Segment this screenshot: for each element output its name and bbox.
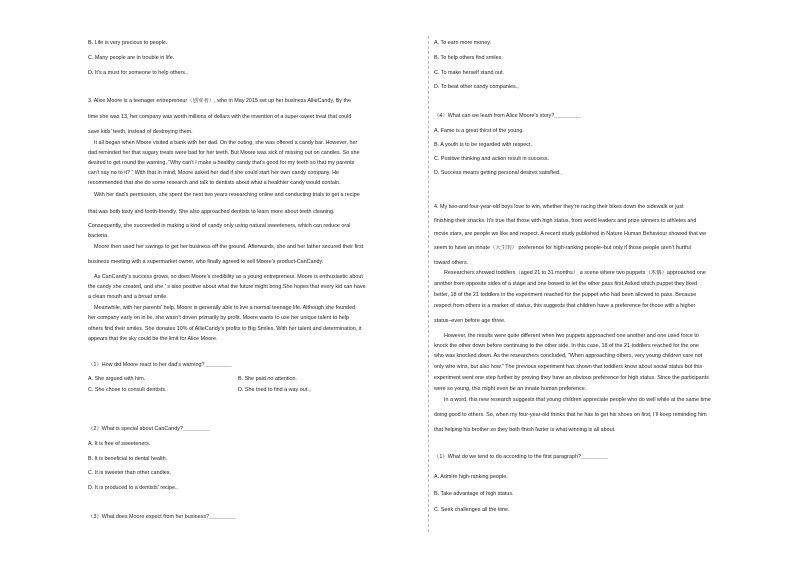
- option-c: C. It is sweeter than other candies.: [88, 470, 171, 476]
- column-divider: [428, 36, 429, 532]
- passage-4-line: experiment went one step further by proving they have an obvious preference for high status. Since the participants: [434, 375, 709, 381]
- option-c: C. Seek challenges all the time.: [434, 507, 510, 513]
- passage-4-line: movie stars, are people we like and respect. A recent study published in Nature Human Behaviour showed that we: [434, 231, 707, 237]
- passage-3-line: 3. Alice Moore is a teenager entrepreneur（创业者）, who in May 2015 set up her business AllieCandy. By the: [88, 98, 351, 104]
- passage-3-line: bacteria.: [88, 233, 109, 239]
- passage-3-line: Consequently, she succeeded in making a kind of candy only using natural sweeteners, which can reduce oral: [88, 223, 351, 229]
- option-b: B. To help others find smiles.: [434, 55, 503, 61]
- passage-4-line: However, the results were quite different when two puppets approached one another and one used force to: [444, 333, 699, 339]
- passage-3-line: the candy she created, and she ' s also positive about what the future might bring.She hopes that every kid can have: [88, 284, 366, 290]
- passage-3-line: can’t say no to it? ” With that in mind, Moore asked her dad if she could start her own candy company. He: [88, 170, 339, 176]
- question-stem: （1）What do we tend to do according to the first paragraph?＿＿＿＿＿: [434, 454, 608, 460]
- option-a: A. Admire high-ranking people.: [434, 474, 508, 480]
- option-b: B. Take advantage of high status.: [434, 491, 514, 497]
- option-a: A. She argued with him.: [88, 376, 146, 382]
- passage-4-line: 4. My two-and four-year-old boys love to win, whether they’re racing their bikes down the sidewalk or just: [434, 204, 684, 210]
- passage-4-line: that helping his brother so they both finish faster is what winning is all about.: [434, 427, 616, 433]
- passage-3-line: desired to get round the warning, “Why can’t I make a healthy candy that’s good for my teeth so that my parents: [88, 160, 355, 166]
- question-stem: （2）What is special about CanCandy?＿＿＿＿＿: [88, 426, 210, 432]
- passage-4-line: who was knocked down. As the researchers concluded, “When approaching others, very young children care not: [434, 353, 703, 359]
- option-c: C. Positive thinking and action result in success.: [434, 156, 550, 162]
- option-d: D. Success means getting personal desires satisfied.。: [434, 170, 566, 176]
- passage-4-line: knock the other down before continuing to the other side. In this case, 18 of the 21 toddlers reached for the one: [434, 343, 699, 349]
- passage-3-line: recommended that she do some research and talk to dentists about what a healthier candy would contain.: [88, 180, 341, 186]
- passage-3-line: It all began when Moore visited a bank with her dad. On the outing, she was offered a candy bar. However, her: [94, 140, 358, 146]
- passage-4-line: only who wins, but also how.” The previous experiment has shown that toddlers know about social status but this: [434, 364, 703, 370]
- passage-4-line: finishing their snacks. It’s true that those with high status, from world leaders and prize winners to athletes and: [434, 218, 697, 224]
- passage-4-line: were so young, this might even be an innate human preference.: [434, 386, 587, 392]
- option-line: C. Many people are in trouble in life.: [88, 55, 175, 61]
- option-b: B. It is beneficial to dental health.: [88, 456, 168, 462]
- passage-4-line: status–even before age three.: [434, 318, 506, 324]
- passage-4-line: Researchers showed toddlers（aged 21 to 31 months） a scene where two puppets（木偶）approached one: [444, 270, 706, 276]
- passage-3-line: that was both tasty and tooth-friendly. She also approached dentists to learn more about teeth cleaning.: [88, 209, 335, 215]
- passage-3-line: dad reminded her that sugary treats were bad for her teeth. But Moore was sick of missing out on candies. So she: [88, 150, 360, 156]
- passage-4-line: In a word, this new research suggests that young children appreciate people who do well while at the same time: [444, 397, 711, 403]
- passage-4-line: doing good to others. So, when my four-year-old thinks that he has to get his shoes on first, I’ll keep reminding him: [434, 412, 707, 418]
- passage-3-line: Moore then used her savings to get her business off the ground. Afterwards, she and her father secured their first: [94, 244, 364, 250]
- passage-4-line: respect from others is a marker of status, this suggests that children have a preference for those with a higher: [434, 303, 696, 309]
- passage-3-line: save kids’ teeth, instead of destroying them.: [88, 129, 193, 135]
- passage-3-line: As CanCandy’s success grows, so does Moore’s credibility as a young entrepreneur. Moore is enthusiastic about: [94, 274, 363, 280]
- passage-4-line: another from opposite sides of a stage and one bowed to let the other pass first.Asked which puppet they liked: [434, 281, 698, 287]
- option-a: A. It is free of sweeteners.: [88, 441, 151, 447]
- passage-3-line: a clean mouth and a broad smile.: [88, 294, 168, 300]
- passage-3-line: Meanwhile, with her parents’ help, Moore is generally able to live a normal teenage life. Although she founded: [94, 305, 356, 311]
- option-a: A. Fame is a great thirst of the young.: [434, 128, 524, 134]
- option-a: A. To earn more money.: [434, 40, 492, 46]
- question-stem: （3）What does Moore expect from her business?＿＿＿＿＿: [88, 514, 236, 520]
- option-line: D. It’s a must for someone to help others.。: [88, 70, 192, 76]
- option-b: B. A youth is to be regarded with respect.: [434, 142, 532, 148]
- passage-4-line: toward others.: [434, 260, 469, 266]
- option-d: D. To beat other candy companies.。: [434, 84, 523, 90]
- option-c: C. To make herself stand out.: [434, 70, 505, 76]
- question-stem: （1）How did Moore react to her dad’s warning?＿＿＿＿＿: [88, 362, 232, 368]
- option-d: D. It is produced to a dentists' recipe.。: [88, 485, 182, 491]
- passage-4-line: seem to have an innate（天生的） preference for high-ranking people–but only if those people aren’t hurtful: [434, 245, 691, 251]
- passage-3-line: business meeting with a supermarket owner, who finally agreed to sell Moore’s product-CanCandy.: [88, 259, 324, 265]
- option-b: B. She paid no attention.: [238, 376, 298, 382]
- option-d: D. She tried to find a way out.。: [238, 387, 315, 393]
- passage-3-line: others find their smiles. She donates 10% of AllieCandy’s profits to Big Smiles. With her talent and determination, it: [88, 326, 362, 332]
- passage-4-line: better, 18 of the 21 toddlers in the experiment reached for the puppet who had been allowed to pass. Because: [434, 292, 697, 298]
- option-c: C. She chose to consult dentists.: [88, 387, 167, 393]
- passage-3-line: With her dad’s permission, she spent the next two years researching online and conducting trials to get a recipe: [94, 192, 360, 198]
- passage-3-line: time she was 13, her company was worth millions of dollars with the invention of a super-sweet treat that could: [88, 114, 352, 120]
- option-line: B. Life is very precious to people.: [88, 40, 168, 46]
- question-stem: （4）What can we learn from Alice Moore’s story?＿＿＿＿＿: [434, 113, 582, 119]
- passage-3-line: appears that the sky could be the limit for Alice Moore.: [88, 336, 218, 342]
- passage-3-line: her company early on in lie, she wasn’t driven primarily by profit. Moore wants to use her unique talent to help: [88, 315, 349, 321]
